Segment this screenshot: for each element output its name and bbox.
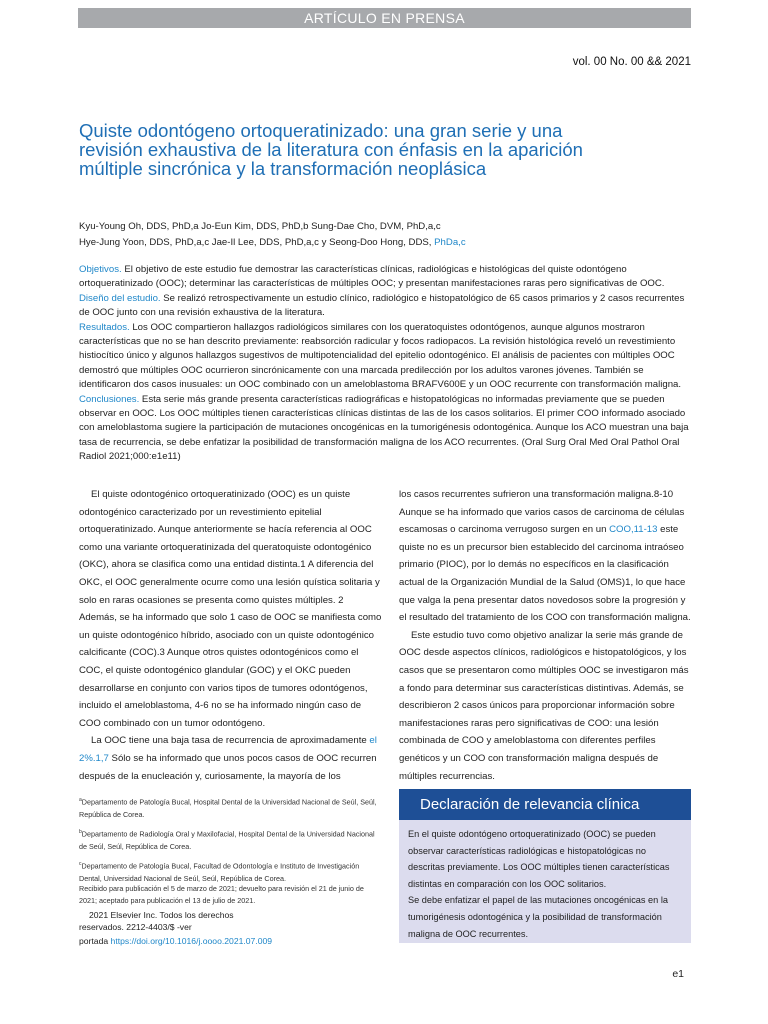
reference-link[interactable]: el 2%.1,7 — [79, 735, 377, 764]
relevance-paragraph: En el quiste odontógeno ortoqueratinizado (OOC) se pueden observar características radiológicas e histopatológicas no descritas previamente. Los OOC múltiples tienen características distintas en comparación con los OOC solitarios. — [408, 829, 670, 889]
footnote-text: Departamento de Radiología Oral y Maxilofacial, Hospital Dental de la Universidad Nacional de Seúl, Seúl, República de Corea. — [79, 829, 375, 851]
abstract-conclusions — [79, 393, 691, 465]
clinical-relevance-box — [399, 789, 691, 943]
author-line-1: Kyu-Young Oh, DDS, PhD,a Jo-Eun Kim, DDS, PhD,b Sung-Dae Cho, DVM, PhD,a,c — [79, 221, 441, 232]
copyright-line-2: reservados. 2212-4403/$ -ver — [79, 921, 192, 932]
author-affiliation-link[interactable]: PhDa,c — [434, 237, 466, 248]
objectives-label: Objetivos. — [79, 264, 122, 275]
affiliation-footnotes — [79, 794, 379, 891]
abstract-design — [79, 292, 691, 321]
footnote-mark: b — [79, 829, 82, 836]
body-text: los casos recurrentes sufrieron una transformación maligna.8-10 Aunque se ha informado que varios casos de carcinoma de células escamosas o carcinoma verrugoso surgen en un — [399, 489, 685, 536]
results-label: Resultados. — [79, 321, 130, 333]
design-text: Se realizó retrospectivamente un estudio clínico, radiológico e histopatológico de 65 casos primarios y 2 casos recurrentes de OOC junto con una revisión exhaustiva de la literatura. — [79, 292, 685, 319]
conclusions-text: Esta serie más grande presenta características radiográficas e histopatológicas no informadas previamente que se pueden observar en OOC. Los OOC múltiples tienen características clínicas distintas de las de los casos solitarios. El primer COO informado asociado con ameloblastoma sugiere la participación de mutaciones oncogénicas en la tumorigénesis odontogénica. Aunque los ACO muestran una baja tasa de recurrencia, se debe enfatizar la posibilidad de transformación maligna de los ACO recurrentes. (Oral Surg Oral Med Oral Pathol Oral Radiol 2021;000:e1e11) — [79, 393, 689, 463]
author-line-2-text: Hye-Jung Yoon, DDS, PhD,a,c Jae-Il Lee, DDS, PhD,a,c y Seong-Doo Hong, DDS, — [79, 237, 435, 248]
body-paragraph: El quiste odontogénico ortoqueratinizado (OOC) es un quiste odontogénico caracterizado por un revestimiento epitelial ortoqueratinizado. Aunque anteriormente se hacía referencia al OOC como una variante ortoqueratinizada del queratoquiste odontogénico (OKC), ahora se clasifica como una entidad distinta.1 A diferencia del OKC, el OOC generalmente ocurre como una lesión quística solitaria y solo en raras ocasiones se presenta como quistes múltiples. 2 Además, se ha informado que solo 1 caso de OOC se manifiesta como un quiste odontogénico híbrido, asociado con un quiste odontogénico calcificante (COC).3 Aunque otros quistes odontogénicos como el COC, el quiste odontogénico glandular (GOC) y el OKC pueden desarrollarse en conjunto con varios tipos de tumores odontógenos, incluido el ameloblastoma, 4-6 no se ha informado ningún caso de COO combinado con un tumor odontógeno. — [79, 489, 382, 729]
volume-info: vol. 00 No. 00 && 2021 — [572, 56, 691, 68]
footnote-a — [79, 794, 379, 821]
abstract-results — [79, 321, 691, 393]
author-list — [79, 219, 699, 251]
received-dates — [79, 883, 379, 908]
abstract-objectives — [79, 263, 691, 292]
objectives-text: El objetivo de este estudio fue demostrar las características clínicas, radiológicas e histológicas del quiste odontógeno ortoqueratinizado (OOC); determinar las características de múltiples OOC; y presentan manifestaciones raras pero significativas de OOC. — [79, 264, 665, 290]
results-text: Los OOC compartieron hallazgos radiológicos similares con los queratoquistes odontógenos, aunque algunos mostraron características que no se han descrito previamente: reabsorción radicular y focos radiopacos. La revisión histológica reveló un revestimiento histiocítico único y algunos hallazgos sugestivos de multipotencialidad del epitelio odontogénico. El análisis de pacientes con múltiples OOC demostró que múltiples OOC ocurrieron sincrónicamente con una marcada predilección por los adultos varones jóvenes. También se identificaron dos casos inusuales: un OOC combinado con un ameloblastoma BRAFV600E y un OOC recurrente con transformación maligna. — [79, 321, 682, 391]
body-text: este quiste no es un precursor bien establecido del carcinoma intraóseo primario (PIOC), por lo demás no específicos en la clasificación actual de la Organización Mundial de la Salud (OMS)1, lo que hace que valga la pena presentar datos novedosos sobre la progresión y el resultado del tratamiento de los COO con transformación maligna. — [399, 524, 691, 624]
footnote-mark: c — [79, 861, 82, 868]
design-label: Diseño del estudio. — [79, 292, 161, 304]
article-title: Quiste odontógeno ortoqueratinizado: una gran serie y una revisión exhaustiva de la literatura con énfasis en la aparición múltiple sincrónica y la transformación neoplásica — [79, 120, 583, 179]
relevance-paragraph: Se debe enfatizar el papel de las mutaciones oncogénicas en la tumorigénesis odontogénica y la posibilidad de transformación maligna de OOC recurrentes. — [408, 895, 668, 939]
doi-link[interactable]: https://doi.org/10.1016/j.oooo.2021.07.009 — [110, 936, 273, 947]
body-column-left — [79, 486, 383, 785]
doi-line — [79, 936, 379, 948]
body-paragraph — [79, 732, 383, 785]
conclusions-label: Conclusiones. — [79, 393, 140, 405]
body-text: La OOC tiene una baja tasa de recurrencia de aproximadamente — [91, 735, 370, 747]
body-column-right — [399, 486, 693, 785]
author-line-2 — [79, 235, 699, 251]
received-text: Recibido para publicación el 5 de marzo de 2021; devuelto para revisión el 21 de junio de 2021; aceptado para publicación el 13 de julio de 2021. — [79, 884, 364, 906]
portada-label: portada — [79, 936, 111, 947]
abstract — [79, 263, 691, 465]
footnote-b — [79, 826, 379, 853]
copyright-line-1: 2021 Elsevier Inc. Todos los derechos — [89, 910, 234, 920]
footnote-text: Departamento de Patología Bucal, Facultad de Odontología e Instituto de Investigación Dental, Universidad Nacional de Seúl, Seúl, República de Corea. — [79, 861, 360, 884]
clinical-relevance-body — [399, 820, 691, 942]
body-paragraph — [399, 486, 693, 627]
footnote-c — [79, 858, 379, 885]
body-paragraph: Este estudio tuvo como objetivo analizar la serie más grande de OOC desde aspectos clínicos, radiológicos e histopatológicos, y los casos que se presentaron como múltiples OOC se investigaron más a fondo para determinar sus características distintivas. Además, se describieron 2 casos únicos para proporcionar información sobre manifestaciones raras pero significativas de COO: una lesión combinada de COO y ameloblastoma con diferentes perfiles genéticos y un COO con transformación maligna después de múltiples recurrencias. — [399, 629, 689, 782]
clinical-relevance-heading: Declaración de relevancia clínica — [399, 789, 691, 820]
footnote-text: Departamento de Patología Bucal, Hospital Dental de la Universidad Nacional de Seúl, Seúl, República de Corea. — [79, 797, 377, 819]
page-number: e1 — [672, 968, 684, 980]
reference-link[interactable]: COO,11-13 — [609, 524, 658, 536]
copyright-block — [79, 910, 379, 948]
article-in-press-banner: ARTÍCULO EN PRENSA — [78, 8, 691, 28]
body-text: Sólo se ha informado que unos pocos casos de OOC recurren después de la enucleación y, curiosamente, la mayoría de los — [79, 752, 377, 782]
footnote-mark: a — [79, 797, 82, 803]
